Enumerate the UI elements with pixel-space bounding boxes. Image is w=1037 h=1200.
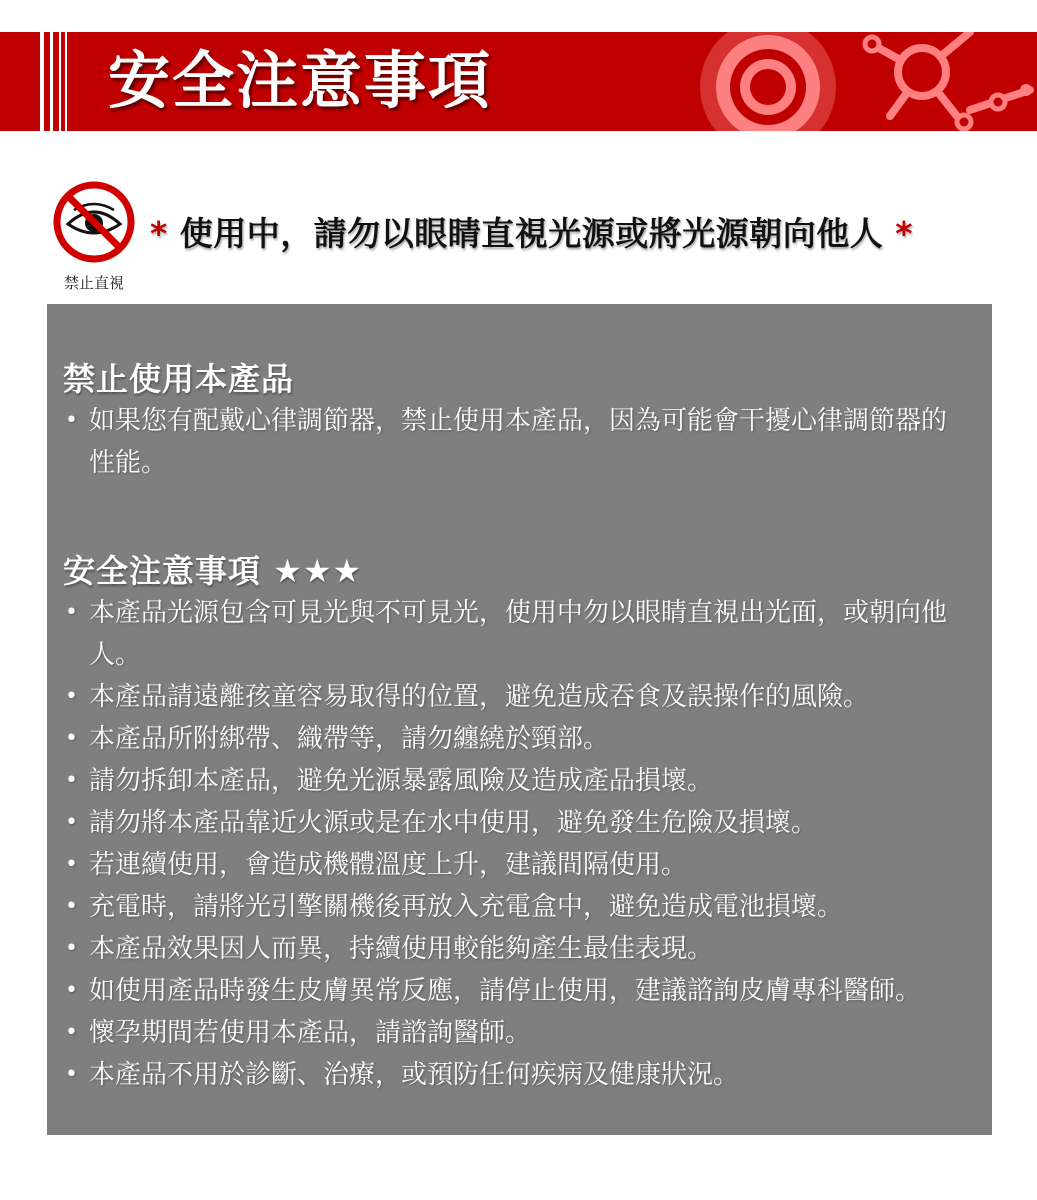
list-item: • 充電時，請將光引擎關機後再放入充電盒中，避免造成電池損壞。	[63, 886, 963, 928]
bullet: •	[65, 1062, 78, 1087]
list-item: • 請勿將本產品靠近火源或是在水中使用，避免發生危險及損壞。	[63, 802, 963, 844]
warning-icon-caption: 禁止直視	[63, 274, 124, 292]
safety-list	[63, 592, 963, 1096]
bullet: •	[65, 1020, 78, 1045]
list-item: • 如使用產品時發生皮膚異常反應，請停止使用，建議諮詢皮膚專科醫師。	[63, 970, 963, 1012]
section-title-prohibited: 禁止使用本產品	[63, 360, 295, 398]
banner-stripe	[40, 32, 44, 131]
list-item: • 如果您有配戴心律調節器，禁止使用本產品，因為可能會干擾心律調節器的性能。	[63, 400, 963, 484]
warning-text	[150, 208, 913, 255]
content-panel	[47, 304, 992, 1135]
molecule-network-icon	[690, 32, 1037, 131]
banner-stripe	[59, 32, 61, 131]
list-item: • 本產品效果因人而異，持續使用較能夠產生最佳表現。	[63, 928, 963, 970]
list-item: • 若連續使用，會造成機體溫度上升，建議間隔使用。	[63, 844, 963, 886]
warning-star-right: *	[895, 214, 914, 253]
bullet: •	[65, 852, 78, 877]
banner-stripe	[50, 32, 53, 131]
list-item: • 本產品光源包含可見光與不可見光，使用中勿以眼睛直視出光面，或朝向他人。	[63, 592, 963, 676]
warning-star-left: *	[150, 214, 168, 253]
header-banner	[0, 32, 1037, 131]
list-item: • 本產品所附綁帶、織帶等，請勿纏繞於頸部。	[63, 718, 963, 760]
no-staring-eye-icon	[52, 180, 136, 264]
bullet: •	[65, 600, 78, 625]
bullet: •	[65, 726, 78, 751]
prohibited-list	[63, 400, 963, 484]
bullet: •	[65, 978, 78, 1003]
bullet: •	[65, 684, 78, 709]
section-title-safety: 安全注意事項 ★★★	[63, 552, 363, 590]
bullet: •	[65, 936, 78, 961]
bullet: •	[65, 810, 78, 835]
list-item: • 懷孕期間若使用本產品，請諮詢醫師。	[63, 1012, 963, 1054]
list-item: • 請勿拆卸本產品，避免光源暴露風險及造成產品損壞。	[63, 760, 963, 802]
bullet: •	[65, 894, 78, 919]
list-item: • 本產品請遠離孩童容易取得的位置，避免造成吞食及誤操作的風險。	[63, 676, 963, 718]
page-title: 安全注意事項	[108, 44, 493, 117]
bullet: •	[65, 408, 78, 433]
list-item: • 本產品不用於診斷、治療，或預防任何疾病及健康狀況。	[63, 1054, 963, 1096]
warning-message: 使用中，請勿以眼睛直視光源或將光源朝向他人	[167, 214, 896, 253]
banner-stripe	[65, 32, 67, 131]
bullet: •	[65, 768, 78, 793]
